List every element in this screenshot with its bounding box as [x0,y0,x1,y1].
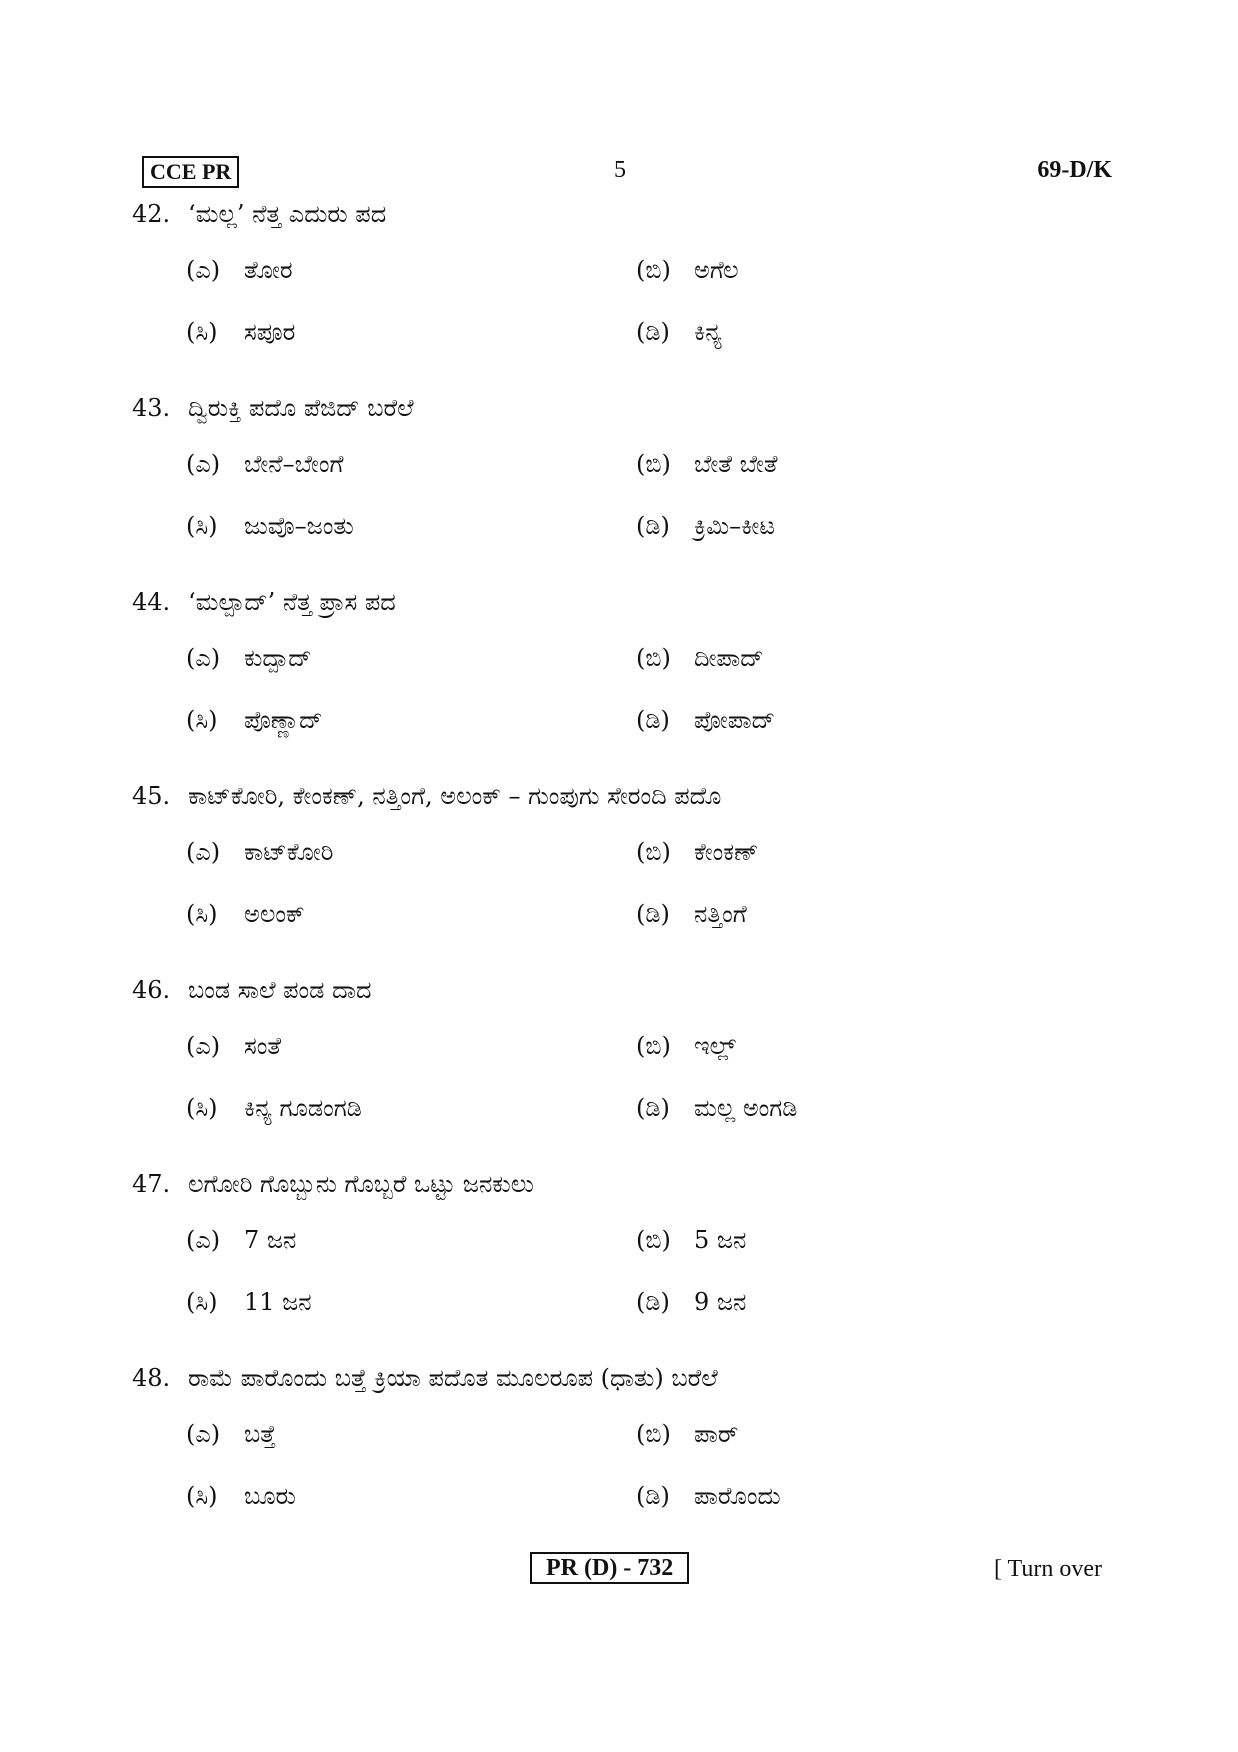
option-text: ಸಪೂರ [244,318,296,346]
option-text: ದೀಪಾದ್ [694,644,764,672]
option-text: ಬತ್ತೆ [244,1420,276,1448]
option-c [186,700,322,740]
option-d [636,700,775,740]
option-a [186,1220,296,1260]
option-text: ಪೋಪಾದ್ [694,706,775,734]
option-d [636,312,722,352]
question-text: ದ್ವಿರುಕ್ತಿ ಪದೊ ಪೆಜಿದ್ ಬರೆಲೆ [188,394,414,422]
option-text: ಮಲ್ಲ ಅಂಗಡಿ [694,1094,798,1122]
option-text: ಬೇನೆ–ಬೇಂಗೆ [244,450,344,478]
option-text: ಪಾರ್ [694,1420,739,1448]
option-d [636,1282,746,1322]
option-text: 11 ಜನ [244,1288,312,1316]
page-number: 5 [614,157,626,183]
option-text: ಕೇಂಕಣ್ [694,838,759,866]
option-label: (ಡಿ) [636,706,670,734]
option-text: ಕುದ್ಪಾದ್ [244,644,312,672]
option-text: ಅಗೆಲ [694,256,739,284]
question-48 [132,1360,1132,1554]
option-text: ಕ್ರಿಮಿ–ಕೀಟ [694,512,775,540]
header-cce-pr-box: CCE PR [142,156,239,188]
question-42 [132,196,1132,390]
option-c [186,1282,312,1322]
option-a [186,1414,276,1454]
option-a [186,444,343,484]
question-number: 44. [132,588,171,616]
option-label: (ಬಿ) [636,1032,671,1060]
option-label: (ಎ) [186,644,221,672]
question-number: 46. [132,976,171,1004]
question-text: ರಾಮೆ ಪಾರೊಂದು ಬತ್ತೆ ಕ್ರಿಯಾ ಪದೊತ ಮೂಲರೂಪ (ಧಾತು) ಬರೆಲೆ [188,1364,718,1392]
option-c [186,1088,362,1128]
option-label: (ಎ) [186,838,221,866]
question-46 [132,972,1132,1166]
question-number: 47. [132,1170,171,1198]
option-label: (ಸಿ) [186,512,218,540]
option-c [186,312,295,352]
option-label: (ಬಿ) [636,450,671,478]
question-43 [132,390,1132,584]
option-label: (ಬಿ) [636,644,671,672]
option-b [636,832,758,872]
question-list [132,196,1132,1554]
option-text: ಸಂತೆ [244,1032,282,1060]
option-text: ಕಿನ್ಯ [694,318,722,346]
option-label: (ಬಿ) [636,256,671,284]
option-text: ತೋರ [244,256,293,284]
option-label: (ಡಿ) [636,1288,670,1316]
option-b [636,250,739,290]
option-label: (ಡಿ) [636,1094,670,1122]
option-label: (ಸಿ) [186,318,218,346]
question-text: ಕಾಟ್‌ಕೋರಿ, ಕೇಂಕಣ್, ನತ್ತಿಂಗೆ, ಅಲಂಕ್ – ಗುಂಪುಗು ಸೇರಂದಿ ಪದೊ [188,782,722,810]
option-label: (ಎ) [186,256,221,284]
option-text: ಅಲಂಕ್ [244,900,305,928]
question-stem [132,584,396,620]
option-text: 9 ಜನ [694,1288,747,1316]
question-stem [132,1166,534,1202]
option-d [636,894,747,934]
option-label: (ಬಿ) [636,1420,671,1448]
option-label: (ಬಿ) [636,838,671,866]
option-c [186,1476,296,1516]
option-label: (ಡಿ) [636,900,670,928]
option-text: 7 ಜನ [244,1226,297,1254]
question-44 [132,584,1132,778]
option-label: (ಡಿ) [636,1482,670,1510]
option-label: (ಎ) [186,1032,221,1060]
question-text: ಲಗೋರಿ ಗೊಬ್ಬುನು ಗೊಬ್ಬರೆ ಒಟ್ಟು ಜನಕುಲು [188,1170,534,1198]
option-c [186,506,354,546]
option-label: (ಎ) [186,1226,221,1254]
option-text: ಬೂರು [244,1482,296,1510]
option-a [186,250,293,290]
option-label: (ಎ) [186,1420,221,1448]
question-number: 43. [132,394,171,422]
turn-over-note: [ Turn over [993,1556,1102,1582]
option-text: ಬೇತೆ ಬೇತೆ [694,450,778,478]
option-label: (ಸಿ) [186,1482,218,1510]
option-a [186,832,333,872]
question-number: 48. [132,1364,171,1392]
question-stem [132,778,721,814]
option-d [636,1476,781,1516]
question-text: ‘ಮಲ್ಪಾದ್’ ನೆತ್ತ ಪ್ರಾಸ ಪದ [188,588,396,616]
option-b [636,444,778,484]
option-text: ಜುವೊ–ಜಂತು [244,512,354,540]
option-text: 5 ಜನ [694,1226,747,1254]
question-number: 45. [132,782,171,810]
question-number: 42. [132,200,171,228]
option-a [186,638,312,678]
option-text: ಕಿನ್ಯ ಗೂಡಂಗಡಿ [244,1094,362,1122]
question-stem [132,972,372,1008]
question-stem [132,1360,718,1396]
option-text: ನತ್ತಿಂಗೆ [694,900,747,928]
option-label: (ಸಿ) [186,1288,218,1316]
option-label: (ಸಿ) [186,1094,218,1122]
paper-code: 69-D/K [1037,157,1112,183]
option-d [636,1088,797,1128]
option-d [636,506,775,546]
question-text: ‘ಮಲ್ಲ’ ನೆತ್ತ ಎದುರು ಪದ [188,200,387,228]
option-b [636,638,764,678]
option-c [186,894,305,934]
question-45 [132,778,1132,972]
option-a [186,1026,281,1066]
option-label: (ಸಿ) [186,706,218,734]
option-label: (ಬಿ) [636,1226,671,1254]
question-47 [132,1166,1132,1360]
option-label: (ಡಿ) [636,512,670,540]
footer-code-box: PR (D) - 732 [530,1552,689,1584]
question-text: ಬಂಡ ಸಾಲೆ ಪಂಡ ದಾದ [188,976,372,1004]
option-b [636,1026,736,1066]
option-label: (ಎ) [186,450,221,478]
option-b [636,1414,738,1454]
option-text: ಕಾಟ್‌ಕೋರಿ [244,838,334,866]
option-text: ಇಲ್ಲ್ [694,1032,736,1060]
option-text: ಪಾರೊಂದು [694,1482,781,1510]
question-stem [132,196,386,232]
option-text: ಪೊಣ್ಣಾದ್ [244,706,323,734]
option-label: (ಸಿ) [186,900,218,928]
option-label: (ಡಿ) [636,318,670,346]
option-b [636,1220,746,1260]
question-stem [132,390,414,426]
